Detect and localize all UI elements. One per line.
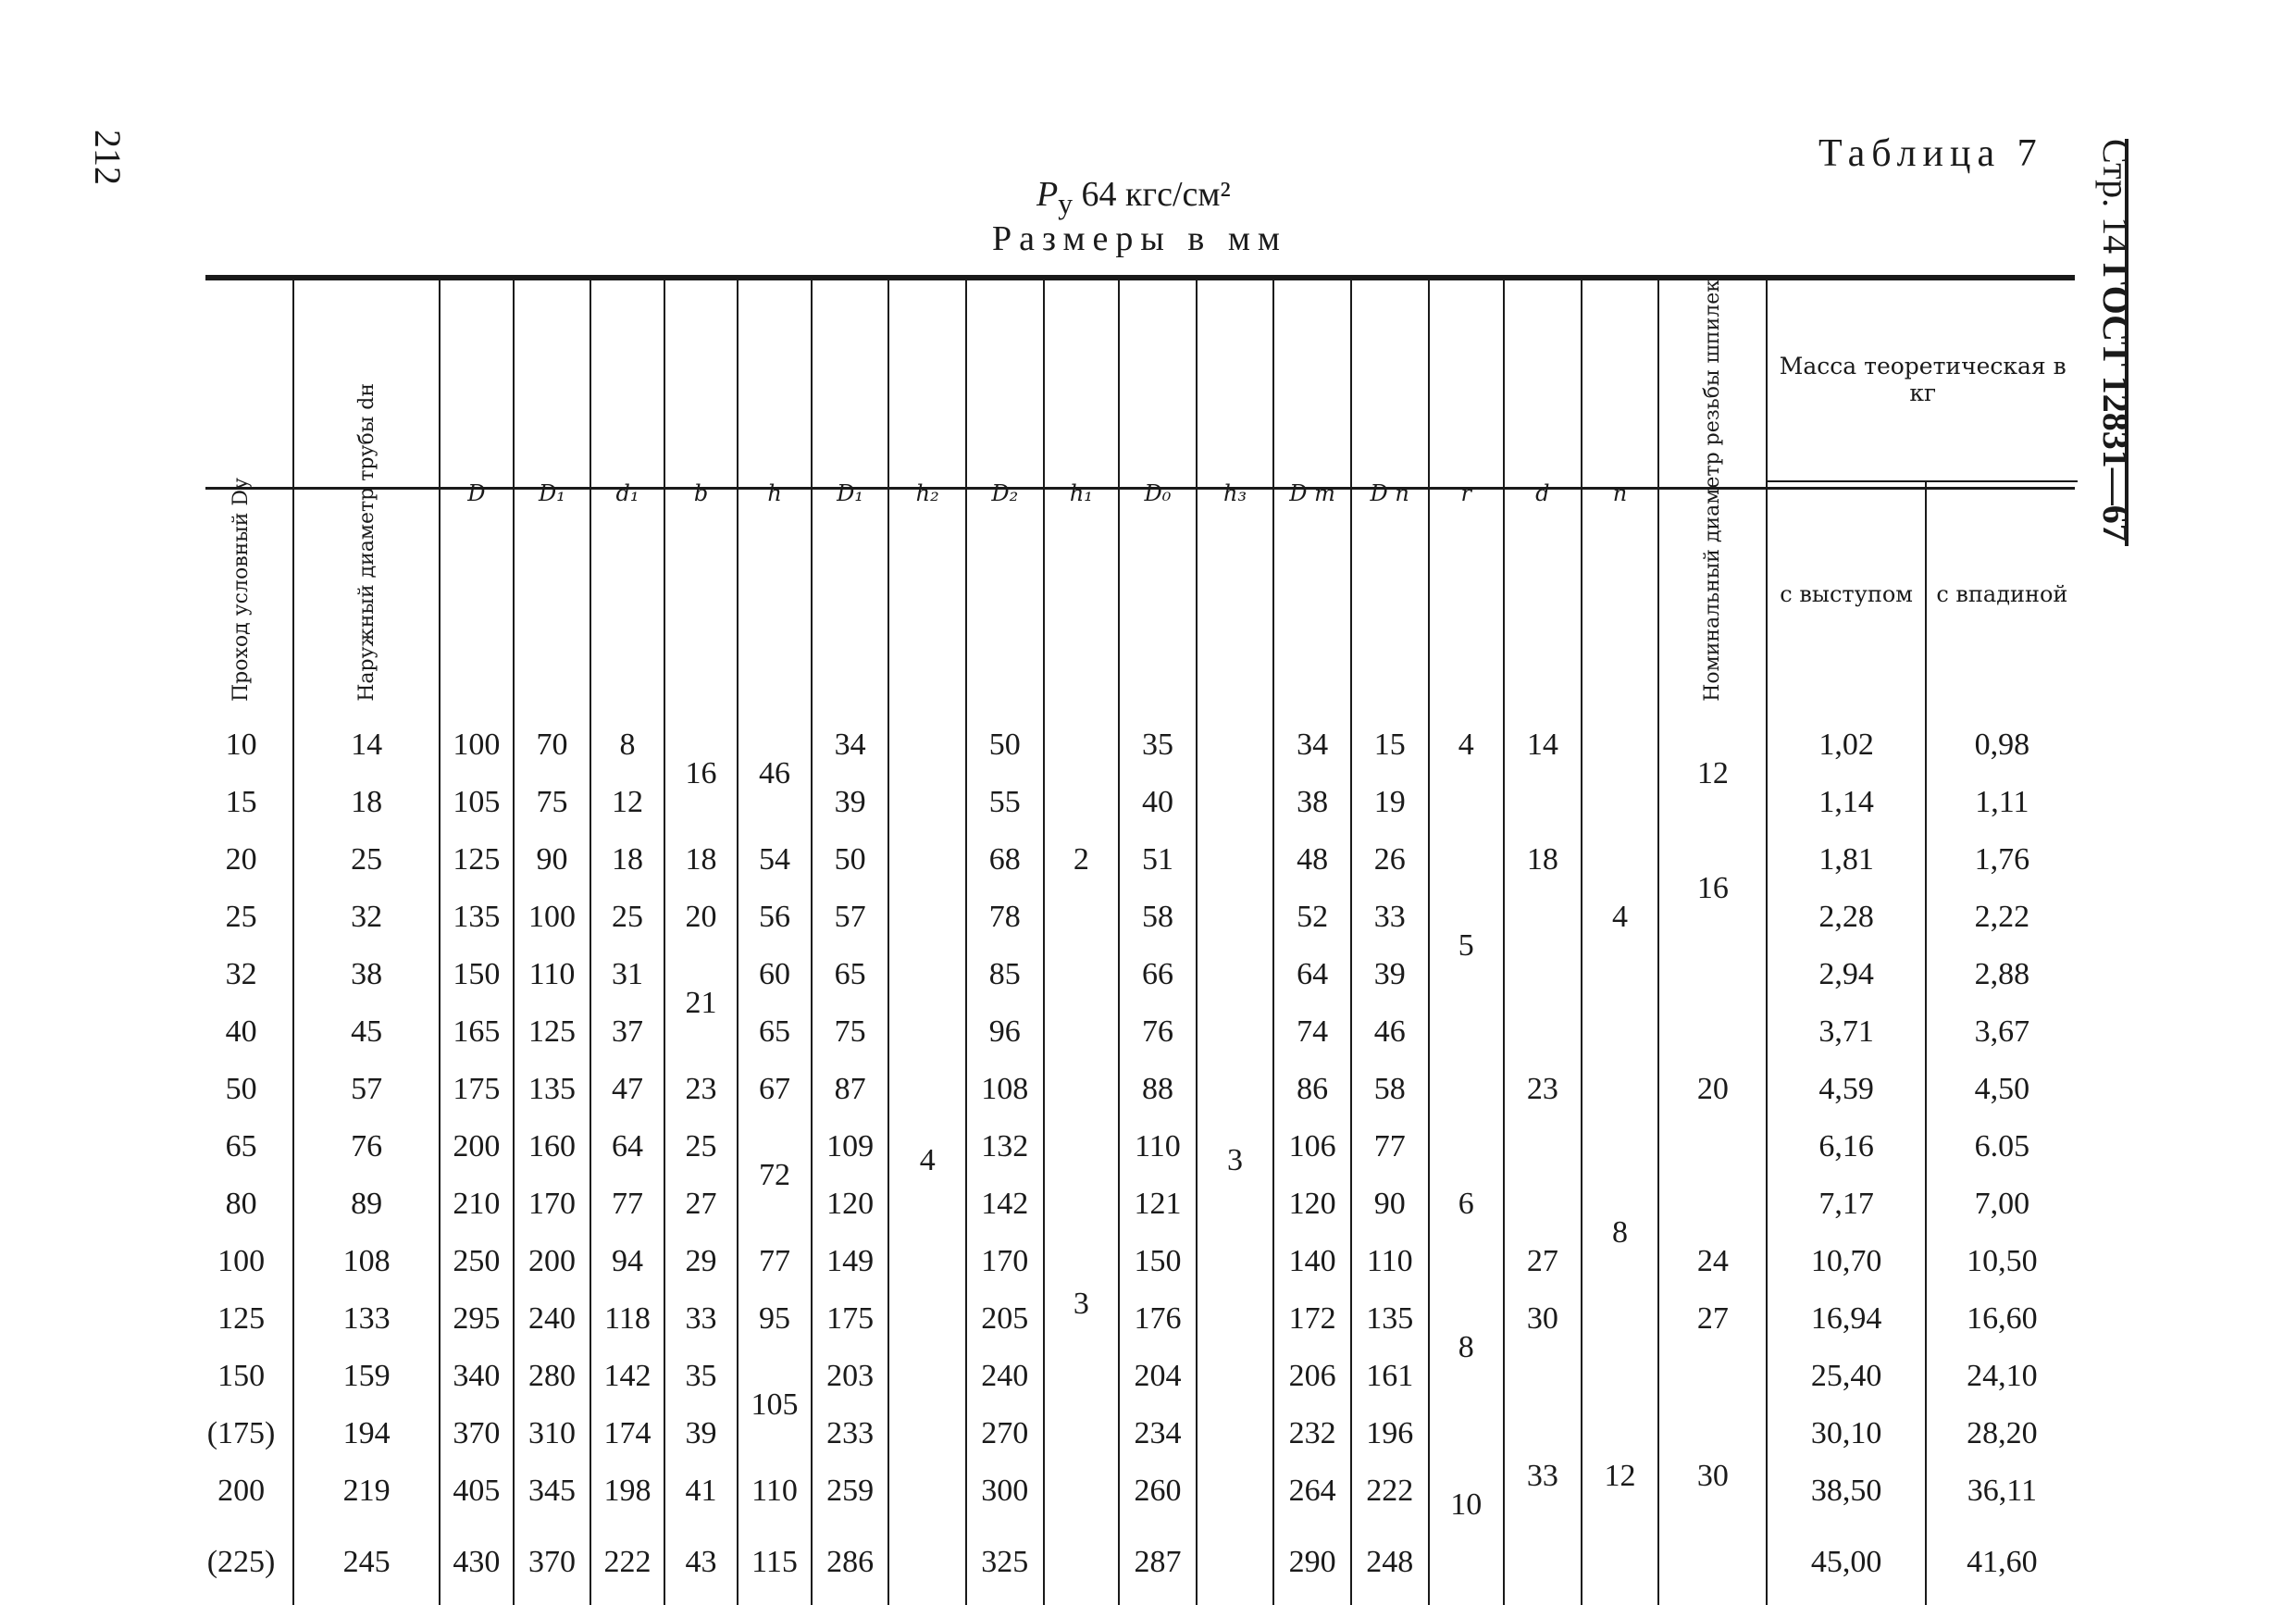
cell-Dn: 90 <box>1351 1176 1429 1233</box>
side-header <box>2094 139 2138 542</box>
table-row <box>190 946 2078 1003</box>
col-header-D2: D₂ <box>966 280 1044 707</box>
cell-D0: 176 <box>1119 1290 1197 1348</box>
cell-h3: 3 <box>1197 707 1274 1605</box>
cell-dn: 76 <box>293 1118 440 1176</box>
col-header-thread-text: Номинальный диаметр резьбы шпилек <box>1701 280 1725 702</box>
cell-b: 27 <box>664 1176 738 1233</box>
cell-D0: 260 <box>1119 1462 1197 1520</box>
side-header-standard: ГОСТ 12831—67 <box>2095 263 2137 542</box>
pressure-caption <box>1036 174 1231 221</box>
cell-dn: 159 <box>293 1348 440 1405</box>
cell-D0: 58 <box>1119 889 1197 946</box>
cell-D2: 300 <box>966 1462 1044 1520</box>
cell-n: 8 <box>1582 1118 1659 1348</box>
pressure-subscript: у <box>1058 187 1074 220</box>
cell-D1b: 233 <box>812 1405 889 1462</box>
cell-ma: 4,59 <box>1767 1061 1925 1118</box>
cell-D0: 88 <box>1119 1061 1197 1118</box>
cell-b: 43 <box>664 1520 738 1605</box>
cell-Dm: 74 <box>1273 1003 1351 1061</box>
cell-mb: 6.05 <box>1926 1118 2078 1176</box>
cell-ma: 2,28 <box>1767 889 1925 946</box>
cell-dy: 25 <box>225 899 257 934</box>
cell-D1: 160 <box>514 1118 591 1176</box>
cell-Dn: 196 <box>1351 1405 1429 1462</box>
table-title: Таблица 7 <box>1818 132 2043 175</box>
cell-dy: 10 <box>225 727 257 762</box>
cell-D2: 132 <box>966 1118 1044 1176</box>
cell-Dn: 135 <box>1351 1290 1429 1348</box>
cell-mb: 41,60 <box>1926 1520 2078 1605</box>
cell-mb: 3,67 <box>1926 1003 2078 1061</box>
cell-r: 6 <box>1429 1118 1505 1290</box>
cell-D: 250 <box>440 1233 514 1290</box>
col-header-h2: h₂ <box>888 280 966 707</box>
cell-D1: 240 <box>514 1290 591 1348</box>
cell-D: 210 <box>440 1176 514 1233</box>
cell-d1: 77 <box>590 1176 664 1233</box>
cell-b: 25 <box>664 1118 738 1176</box>
cell-mb: 2,22 <box>1926 889 2078 946</box>
cell-D1: 345 <box>514 1462 591 1520</box>
cell-mb: 28,20 <box>1926 1405 2078 1462</box>
cell-d1: 174 <box>590 1405 664 1462</box>
cell-D: 175 <box>440 1061 514 1118</box>
cell-mb: 4,50 <box>1926 1061 2078 1118</box>
cell-h: 56 <box>738 889 812 946</box>
cell-thread: 24 <box>1658 1233 1767 1290</box>
pressure-value: 64 кгс/см² <box>1073 175 1231 214</box>
cell-D2: 96 <box>966 1003 1044 1061</box>
cell-d1: 8 <box>590 707 664 774</box>
cell-Dn: 15 <box>1351 707 1429 774</box>
cell-h: 77 <box>738 1233 812 1290</box>
cell-h: 54 <box>738 831 812 889</box>
table-row <box>190 707 2078 774</box>
cell-dn: 108 <box>293 1233 440 1290</box>
table-row <box>190 1118 2078 1176</box>
col-header-dy <box>190 280 293 707</box>
cell-dy: (225) <box>206 1544 276 1579</box>
table-row <box>190 1233 2078 1290</box>
col-header-mass: Масса теоретическая в кг <box>1767 280 2078 481</box>
cell-D: 135 <box>440 889 514 946</box>
cell-n: 4 <box>1582 707 1659 1118</box>
cell-dy: 40 <box>225 1014 257 1049</box>
cell-mb: 36,11 <box>1926 1462 2078 1520</box>
cell-Dm: 48 <box>1273 831 1351 889</box>
cell-D2: 55 <box>966 774 1044 831</box>
cell-D0: 76 <box>1119 1003 1197 1061</box>
table-row <box>190 1520 2078 1605</box>
cell-D1: 135 <box>514 1061 591 1118</box>
cell-dn: 38 <box>293 946 440 1003</box>
cell-mb: 0,98 <box>1926 707 2078 774</box>
cell-D2: 85 <box>966 946 1044 1003</box>
cell-D0: 150 <box>1119 1233 1197 1290</box>
cell-ma: 1,14 <box>1767 774 1925 831</box>
col-header-dn <box>293 280 440 707</box>
cell-n: 12 <box>1582 1348 1659 1605</box>
cell-b: 16 <box>664 707 738 831</box>
col-header-h3: h₃ <box>1197 280 1274 707</box>
cell-ma: 38,50 <box>1767 1462 1925 1520</box>
cell-h2: 4 <box>888 707 966 1605</box>
cell-D2: 240 <box>966 1348 1044 1405</box>
cell-D: 100 <box>440 707 514 774</box>
cell-D1b: 39 <box>812 774 889 831</box>
table-row <box>190 1290 2078 1348</box>
cell-dn: 45 <box>293 1003 440 1061</box>
cell-D0: 121 <box>1119 1176 1197 1233</box>
cell-D1: 370 <box>514 1520 591 1605</box>
table-row <box>190 831 2078 889</box>
cell-D1: 110 <box>514 946 591 1003</box>
cell-D: 200 <box>440 1118 514 1176</box>
cell-Dn: 161 <box>1351 1348 1429 1405</box>
cell-d: 14 <box>1504 707 1582 774</box>
pressure-symbol: P <box>1036 175 1059 214</box>
cell-h: 105 <box>738 1348 812 1462</box>
cell-D1: 200 <box>514 1233 591 1290</box>
cell-dn: 219 <box>293 1462 440 1520</box>
col-header-b: b <box>664 280 738 707</box>
cell-Dm: 52 <box>1273 889 1351 946</box>
table-row <box>190 1405 2078 1462</box>
col-header-h: h <box>738 280 812 707</box>
cell-D: 340 <box>440 1348 514 1405</box>
cell-D0: 35 <box>1119 707 1197 774</box>
cell-ma: 3,71 <box>1767 1003 1925 1061</box>
cell-dy: 65 <box>225 1128 257 1163</box>
cell-b: 18 <box>664 831 738 889</box>
cell-Dm: 264 <box>1273 1462 1351 1520</box>
cell-ma: 16,94 <box>1767 1290 1925 1348</box>
cell-D2: 142 <box>966 1176 1044 1233</box>
table-row <box>190 774 2078 831</box>
cell-dy: 150 <box>217 1358 266 1393</box>
cell-h: 67 <box>738 1061 812 1118</box>
cell-dy: 50 <box>225 1071 257 1106</box>
cell-dy: 20 <box>225 841 257 877</box>
cell-h: 60 <box>738 946 812 1003</box>
cell-dy: 80 <box>225 1186 257 1221</box>
cell-b: 33 <box>664 1290 738 1348</box>
cell-d: 23 <box>1504 946 1582 1233</box>
cell-dn: 57 <box>293 1061 440 1118</box>
cell-D1b: 149 <box>812 1233 889 1290</box>
table-row <box>190 1176 2078 1233</box>
cell-d: 27 <box>1504 1233 1582 1290</box>
cell-b: 29 <box>664 1233 738 1290</box>
cell-D: 295 <box>440 1290 514 1348</box>
cell-d: 33 <box>1504 1348 1582 1605</box>
cell-D2: 170 <box>966 1233 1044 1290</box>
col-header-D1b: D₁ <box>812 280 889 707</box>
cell-D1b: 57 <box>812 889 889 946</box>
col-header-mass-a: с выступом <box>1767 481 1925 707</box>
cell-d1: 118 <box>590 1290 664 1348</box>
cell-D: 150 <box>440 946 514 1003</box>
flange-dimensions-table <box>190 280 2078 1605</box>
cell-Dn: 33 <box>1351 889 1429 946</box>
cell-mb: 10,50 <box>1926 1233 2078 1290</box>
col-header-d: d <box>1504 280 1582 707</box>
cell-d1: 37 <box>590 1003 664 1061</box>
cell-D2: 205 <box>966 1290 1044 1348</box>
cell-D1: 70 <box>514 707 591 774</box>
cell-dy: 125 <box>217 1300 266 1336</box>
cell-D1b: 120 <box>812 1176 889 1233</box>
cell-r: 8 <box>1429 1290 1505 1405</box>
cell-Dn: 26 <box>1351 831 1429 889</box>
cell-d: 30 <box>1504 1290 1582 1348</box>
cell-Dn: 77 <box>1351 1118 1429 1176</box>
col-header-mass-b: с впадиной <box>1926 481 2078 707</box>
cell-mb: 2,88 <box>1926 946 2078 1003</box>
cell-dn: 25 <box>293 831 440 889</box>
cell-D1b: 50 <box>812 831 889 889</box>
cell-h: 115 <box>738 1520 812 1605</box>
cell-Dn: 110 <box>1351 1233 1429 1290</box>
cell-ma: 1,81 <box>1767 831 1925 889</box>
cell-Dm: 106 <box>1273 1118 1351 1176</box>
cell-d: 18 <box>1504 774 1582 946</box>
cell-D1: 75 <box>514 774 591 831</box>
col-header-D: D <box>440 280 514 707</box>
cell-D0: 110 <box>1119 1118 1197 1176</box>
cell-Dm: 172 <box>1273 1290 1351 1348</box>
cell-thread: 27 <box>1658 1290 1767 1348</box>
col-header-r: r <box>1429 280 1505 707</box>
cell-d1: 25 <box>590 889 664 946</box>
cell-dn: 18 <box>293 774 440 831</box>
cell-D1b: 65 <box>812 946 889 1003</box>
cell-Dm: 206 <box>1273 1348 1351 1405</box>
cell-D: 125 <box>440 831 514 889</box>
cell-D0: 234 <box>1119 1405 1197 1462</box>
cell-Dn: 222 <box>1351 1462 1429 1520</box>
cell-Dm: 140 <box>1273 1233 1351 1290</box>
cell-mb: 16,60 <box>1926 1290 2078 1348</box>
cell-mb: 24,10 <box>1926 1348 2078 1405</box>
cell-thread: 16 <box>1658 831 1767 946</box>
col-header-dy-text: Проход условный Dу <box>230 477 254 702</box>
cell-h: 72 <box>738 1118 812 1233</box>
cell-ma: 45,00 <box>1767 1520 1925 1605</box>
table-row <box>190 889 2078 946</box>
cell-thread: 12 <box>1658 707 1767 831</box>
cell-b: 21 <box>664 946 738 1061</box>
page-number: 212 <box>87 130 129 185</box>
cell-d1: 198 <box>590 1462 664 1520</box>
col-header-n: n <box>1582 280 1659 707</box>
cell-d1: 47 <box>590 1061 664 1118</box>
cell-D1b: 259 <box>812 1462 889 1520</box>
cell-D: 105 <box>440 774 514 831</box>
cell-D: 405 <box>440 1462 514 1520</box>
col-header-d1: d₁ <box>590 280 664 707</box>
cell-dn: 89 <box>293 1176 440 1233</box>
table-row <box>190 1462 2078 1520</box>
cell-h1: 2 <box>1044 707 1120 1003</box>
cell-D1: 310 <box>514 1405 591 1462</box>
cell-dn: 133 <box>293 1290 440 1348</box>
cell-dn: 32 <box>293 889 440 946</box>
cell-b: 20 <box>664 889 738 946</box>
cell-b: 39 <box>664 1405 738 1462</box>
cell-D1b: 109 <box>812 1118 889 1176</box>
cell-D2: 78 <box>966 889 1044 946</box>
cell-D1b: 203 <box>812 1348 889 1405</box>
cell-ma: 1,02 <box>1767 707 1925 774</box>
cell-d1: 18 <box>590 831 664 889</box>
cell-D0: 204 <box>1119 1348 1197 1405</box>
cell-d1: 12 <box>590 774 664 831</box>
cell-D1b: 87 <box>812 1061 889 1118</box>
cell-d1: 142 <box>590 1348 664 1405</box>
cell-h: 110 <box>738 1462 812 1520</box>
cell-d1: 31 <box>590 946 664 1003</box>
cell-dy: 200 <box>217 1473 266 1508</box>
col-header-thread <box>1658 280 1767 707</box>
cell-b: 23 <box>664 1061 738 1118</box>
cell-D1: 170 <box>514 1176 591 1233</box>
cell-D0: 287 <box>1119 1520 1197 1605</box>
cell-D: 430 <box>440 1520 514 1605</box>
col-header-D0: D₀ <box>1119 280 1197 707</box>
cell-D1: 125 <box>514 1003 591 1061</box>
cell-r: 5 <box>1429 774 1505 1118</box>
cell-h: 65 <box>738 1003 812 1061</box>
cell-D: 165 <box>440 1003 514 1061</box>
cell-D2: 68 <box>966 831 1044 889</box>
cell-Dm: 290 <box>1273 1520 1351 1605</box>
cell-D0: 40 <box>1119 774 1197 831</box>
cell-D2: 50 <box>966 707 1044 774</box>
cell-D1b: 34 <box>812 707 889 774</box>
cell-ma: 25,40 <box>1767 1348 1925 1405</box>
col-header-Dm: D m <box>1273 280 1351 707</box>
cell-ma: 10,70 <box>1767 1233 1925 1290</box>
cell-D2: 325 <box>966 1520 1044 1605</box>
cell-ma: 7,17 <box>1767 1176 1925 1233</box>
cell-ma: 30,10 <box>1767 1405 1925 1462</box>
col-header-dn-text: Наружный диаметр трубы dн <box>354 383 379 702</box>
table-row <box>190 1003 2078 1061</box>
cell-dy: 32 <box>225 956 257 991</box>
cell-Dn: 39 <box>1351 946 1429 1003</box>
cell-Dn: 46 <box>1351 1003 1429 1061</box>
cell-d1: 64 <box>590 1118 664 1176</box>
col-header-Dn: D n <box>1351 280 1429 707</box>
table-row <box>190 1348 2078 1405</box>
table-body <box>190 707 2078 1605</box>
cell-Dm: 232 <box>1273 1405 1351 1462</box>
cell-Dm: 34 <box>1273 707 1351 774</box>
col-header-h1: h₁ <box>1044 280 1120 707</box>
cell-h: 95 <box>738 1290 812 1348</box>
cell-r: 4 <box>1429 707 1505 774</box>
cell-D1b: 75 <box>812 1003 889 1061</box>
cell-Dn: 19 <box>1351 774 1429 831</box>
cell-D1: 90 <box>514 831 591 889</box>
cell-b: 41 <box>664 1462 738 1520</box>
cell-mb: 7,00 <box>1926 1176 2078 1233</box>
cell-mb: 1,76 <box>1926 831 2078 889</box>
cell-Dn: 248 <box>1351 1520 1429 1605</box>
cell-Dm: 86 <box>1273 1061 1351 1118</box>
table-row <box>190 1061 2078 1118</box>
cell-b: 35 <box>664 1348 738 1405</box>
cell-mb: 1,11 <box>1926 774 2078 831</box>
col-header-D1: D₁ <box>514 280 591 707</box>
cell-D0: 51 <box>1119 831 1197 889</box>
cell-Dm: 38 <box>1273 774 1351 831</box>
side-header-page: Стр. 14 <box>2095 139 2137 264</box>
cell-dy: 100 <box>217 1243 266 1278</box>
cell-dn: 194 <box>293 1405 440 1462</box>
cell-D1: 100 <box>514 889 591 946</box>
cell-thread: 30 <box>1658 1348 1767 1605</box>
cell-Dm: 64 <box>1273 946 1351 1003</box>
cell-d1: 94 <box>590 1233 664 1290</box>
cell-D1b: 286 <box>812 1520 889 1605</box>
cell-r: 10 <box>1429 1405 1505 1605</box>
cell-ma: 2,94 <box>1767 946 1925 1003</box>
cell-Dm: 120 <box>1273 1176 1351 1233</box>
cell-thread: 20 <box>1658 946 1767 1233</box>
cell-dy: (175) <box>206 1415 276 1450</box>
cell-D0: 66 <box>1119 946 1197 1003</box>
cell-ma: 6,16 <box>1767 1118 1925 1176</box>
cell-D1b: 175 <box>812 1290 889 1348</box>
cell-h: 46 <box>738 707 812 831</box>
cell-Dn: 58 <box>1351 1061 1429 1118</box>
cell-dn: 245 <box>293 1520 440 1605</box>
cell-D2: 270 <box>966 1405 1044 1462</box>
cell-h1: 3 <box>1044 1003 1120 1605</box>
cell-D1: 280 <box>514 1348 591 1405</box>
cell-dy: 15 <box>225 784 257 819</box>
cell-D: 370 <box>440 1405 514 1462</box>
units-caption: Размеры в мм <box>992 219 1287 258</box>
cell-D2: 108 <box>966 1061 1044 1118</box>
cell-d1: 222 <box>590 1520 664 1605</box>
cell-dn: 14 <box>293 707 440 774</box>
